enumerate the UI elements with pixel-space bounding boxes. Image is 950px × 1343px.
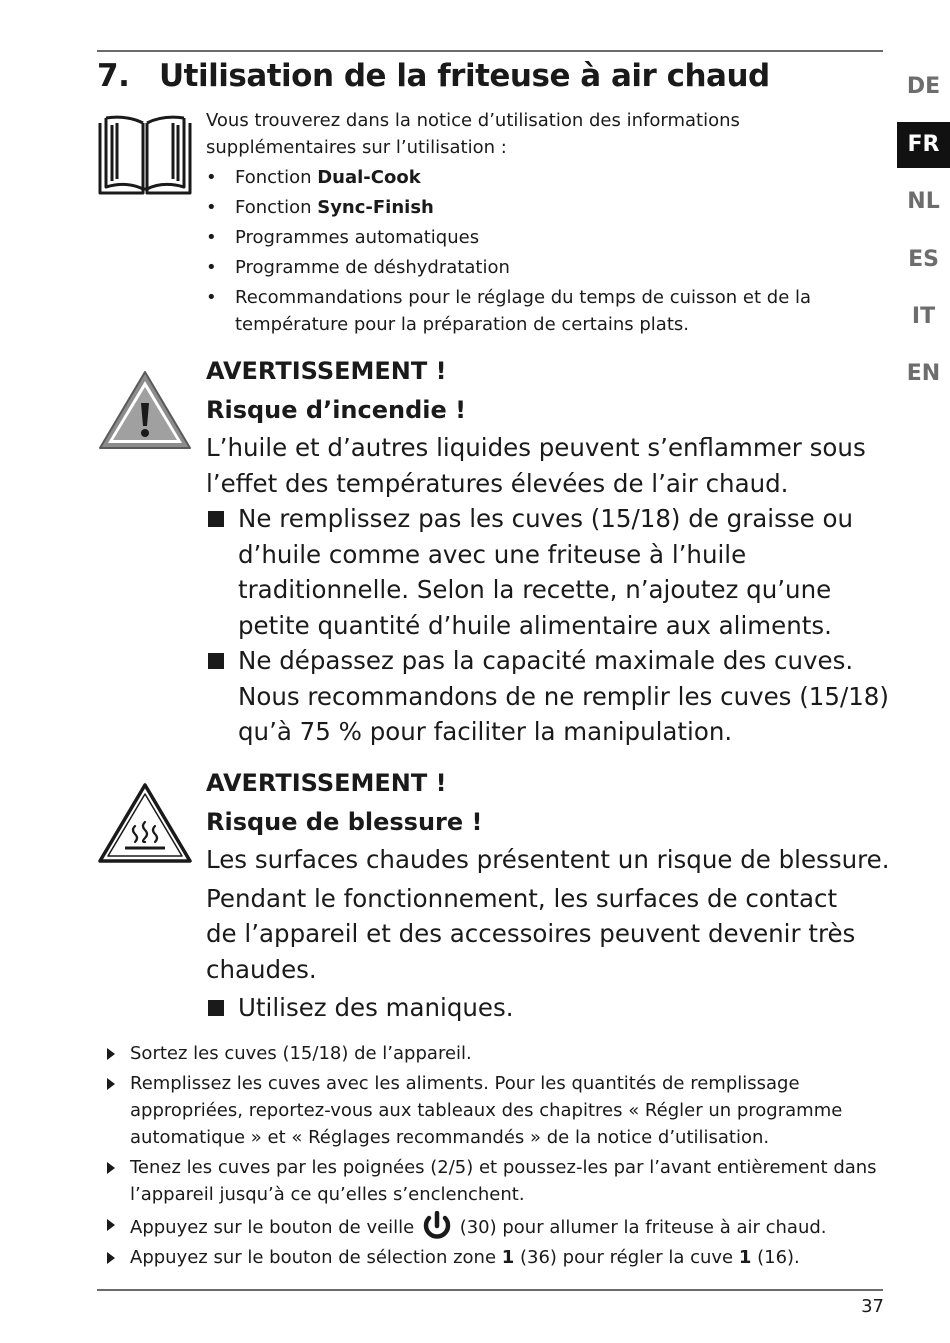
hot-surface-icon [97,782,193,864]
list-item: • Programmes automatiques [206,224,886,251]
warning-list [206,501,896,750]
warning-text: Les surfaces chaudes présentent un risque de blessure. [206,845,890,874]
step-item: Appuyez sur le bouton de veille (30) pour allumer la friteuse à air chaud. [105,1211,895,1241]
list-item: Ne dépassez pas la capacité maximale des cuves. Nous recommandons de ne remplir les cuves (15/18) qu’à 75 % pour faciliter la manipulation. [206,643,896,750]
lang-tab-en[interactable]: EN [906,361,941,386]
section-number: 7. [97,58,130,94]
lang-tab-it[interactable]: IT [911,304,936,329]
warning-text: Pendant le fonctionnement, les surfaces de contact de l’appareil et des accessoires peuvent devenir très chaudes. [206,883,856,984]
bottom-rule [97,1289,883,1291]
step-item: Sortez les cuves (15/18) de l’appareil. [105,1040,895,1067]
instruction-steps [105,1040,895,1274]
list-item: Ne remplissez pas les cuves (15/18) de graisse ou d’huile comme avec une friteuse à l’huile traditionnelle. Selon la recette, n’ajoutez qu’une petite quantité d’huile alimentaire aux aliments. [206,501,896,643]
lang-tab-es[interactable]: ES [908,247,939,272]
warning-injury [206,764,896,1026]
warning-label: AVERTISSEMENT ! [206,357,447,385]
step-item: Remplissez les cuves avec les aliments. Pour les quantités de remplissage appropriées, reportez-vous aux tableaux des chapitres « Régler un programme automatique » et « Réglages recommandés » de la notice d’utilisation. [105,1070,895,1151]
list-item: Utilisez des maniques. [206,990,896,1026]
page-number: 37 [861,1296,884,1317]
section-heading [97,58,770,94]
list-item: • Fonction Dual-Cook [206,164,886,191]
step-item: Tenez les cuves par les poignées (2/5) et poussez-les par l’avant entièrement dans l’appareil jusqu’à ce qu’elles s’enclenchent. [105,1154,895,1208]
top-rule [97,50,883,52]
power-icon [420,1211,454,1241]
lang-tab-de[interactable]: DE [906,74,941,99]
intro-text: Vous trouverez dans la notice d’utilisation des informations supplémentaires sur l’utilisation : [206,110,740,158]
section-title: Utilisation de la friteuse à air chaud [159,58,770,94]
step-item: Appuyez sur le bouton de sélection zone 1 (36) pour régler la cuve 1 (16). [105,1244,895,1271]
warning-subtitle: Risque de blessure ! [206,808,483,836]
lang-tab-fr[interactable]: FR [897,122,950,168]
list-item: • Recommandations pour le réglage du temps de cuisson et de la température pour la préparation de certains plats. [206,284,886,338]
warning-fire [206,352,896,750]
manual-book-icon [97,115,193,199]
lang-tab-nl[interactable]: NL [907,189,940,214]
warning-triangle-icon [97,368,193,452]
warning-subtitle: Risque d’incendie ! [206,396,467,424]
warning-label: AVERTISSEMENT ! [206,769,447,797]
list-item: • Fonction Sync-Finish [206,194,886,221]
warning-text: L’huile et d’autres liquides peuvent s’enflammer sous l’effet des températures élevées de l’air chaud. [206,433,866,498]
list-item: • Programme de déshydratation [206,254,886,281]
intro-block [206,107,886,341]
warning-list [206,990,896,1026]
intro-list [206,164,886,338]
